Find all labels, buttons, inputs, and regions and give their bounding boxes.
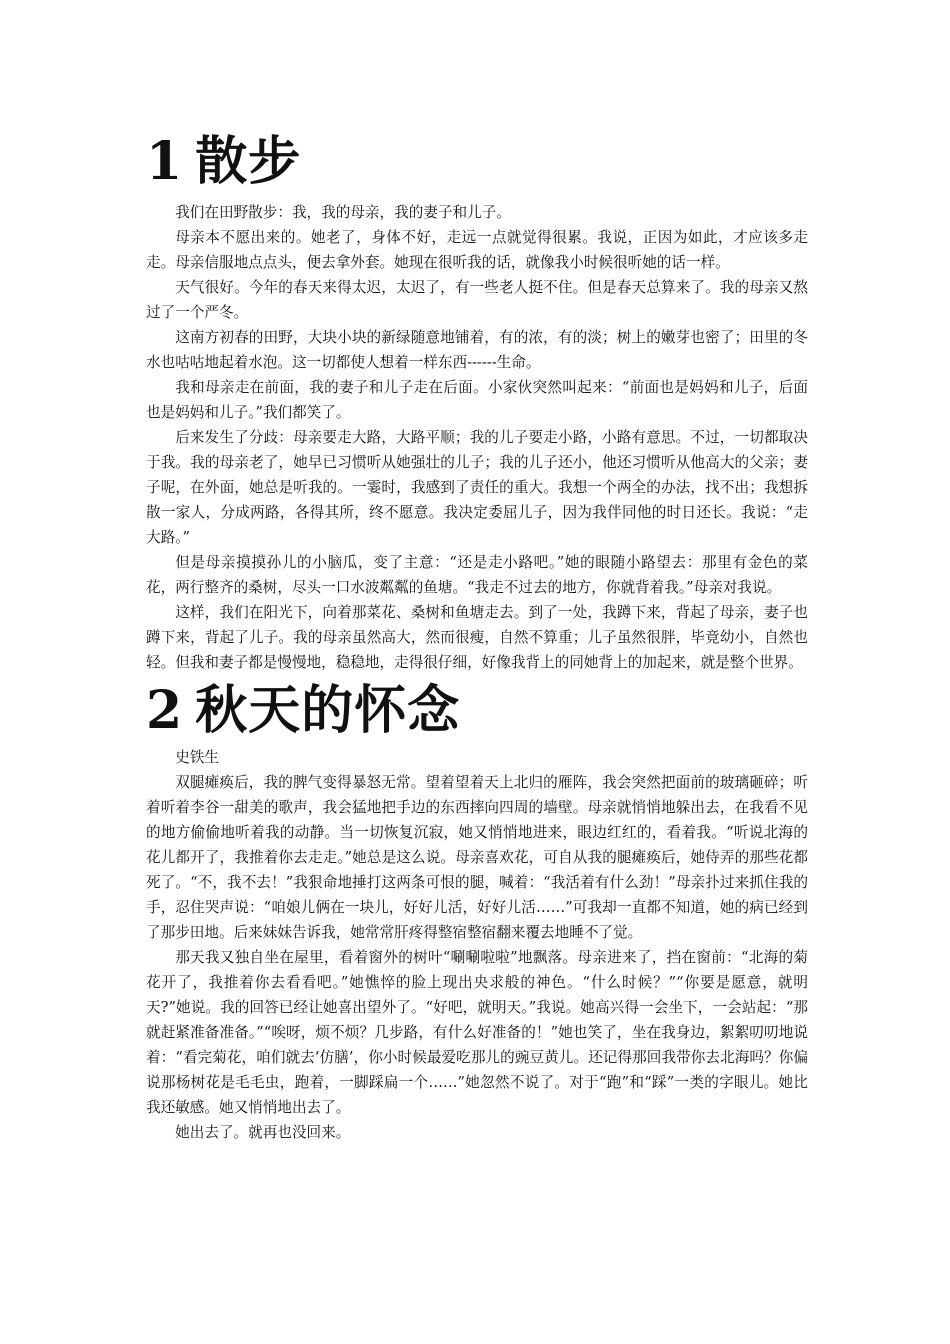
section-title-text: 秋天的怀念 <box>195 680 461 741</box>
author-name: 史铁生 <box>175 749 219 766</box>
section-1 <box>146 128 808 675</box>
paragraph: 我们在田野散步：我，我的母亲，我的妻子和儿子。 <box>175 204 511 221</box>
section-title <box>146 677 808 745</box>
section-2 <box>146 677 808 1145</box>
paragraph: 后来发生了分歧：母亲要走大路，大路平顺；我的儿子要走小路，小路有意思。不过，一切都取决于我。我的母亲老了，她早已习惯听从她强壮的儿子；我的儿子还小，他还习惯听从他高大的父亲；妻子呢，在外面，她总是听我的。一霎时，我感到了责任的重大。我想一个两全的办法，找不出；我想拆散一家人，分成两路，各得其所，终不愿意。我决定委屈儿子，因为我伴同他的时日还长。我说：“走大路。” <box>146 429 808 546</box>
paragraph: 这样，我们在阳光下，向着那菜花、桑树和鱼塘走去。到了一处，我蹲下来，背起了母亲，妻子也蹲下来，背起了儿子。我的母亲虽然高大，然而很瘦，自然不算重；儿子虽然很胖，毕竟幼小，自然也轻。但我和妻子都是慢慢地，稳稳地，走得很仔细，好像我背上的同她背上的加起来，就是整个世界。 <box>146 604 808 671</box>
section-number: 1 <box>146 131 184 192</box>
paragraph: 母亲本不愿出来的。她老了，身体不好，走远一点就觉得很累。我说，正因为如此，才应该多走走。母亲信服地点点头，便去拿外套。她现在很听我的话，就像我小时候很听她的话一样。 <box>146 229 808 271</box>
section-title-text: 散步 <box>195 131 302 192</box>
section-number: 2 <box>146 680 184 741</box>
document-page <box>146 128 808 1145</box>
paragraph: 天气很好。今年的春天来得太迟，太迟了，有一些老人挺不住。但是春天总算来了。我的母亲又熬过了一个严冬。 <box>146 279 808 321</box>
paragraph: 但是母亲摸摸孙儿的小脑瓜，变了主意：“还是走小路吧。”她的眼随小路望去：那里有金色的菜花，两行整齐的桑树，尽头一口水波粼粼的鱼塘。“我走不过去的地方，你就背着我。”母亲对我说。 <box>146 554 808 596</box>
paragraph: 双腿瘫痪后，我的脾气变得暴怒无常。望着望着天上北归的雁阵，我会突然把面前的玻璃砸碎；听着听着李谷一甜美的歌声，我会猛地把手边的东西摔向四周的墙壁。母亲就悄悄地躲出去，在我看不见的地方偷偷地听着我的动静。当一切恢复沉寂，她又悄悄地进来，眼边红红的，看着我。“听说北海的花儿都开了，我推着你去走走。”她总是这么说。母亲喜欢花，可自从我的腿瘫痪后，她侍弄的那些花都死了。“不，我不去！”我狠命地捶打这两条可恨的腿，喊着：“我活着有什么劲！”母亲扑过来抓住我的手，忍住哭声说：“咱娘儿俩在一块儿，好好儿活，好好儿活……”可我却一直都不知道，她的病已经到了那步田地。后来妹妹告诉我，她常常肝疼得整宿整宿翻来覆去地睡不了觉。 <box>146 774 808 941</box>
paragraph: 这南方初春的田野，大块小块的新绿随意地铺着，有的浓，有的淡；树上的嫩芽也密了；田里的冬水也咕咕地起着水泡。这一切都使人想着一样东西------生命。 <box>146 329 808 371</box>
paragraph: 那天我又独自坐在屋里，看着窗外的树叶“唰唰啦啦”地飘落。母亲进来了，挡在窗前：“北海的菊花开了，我推着你去看看吧。”她憔悴的脸上现出央求般的神色。“什么时候？”“你要是愿意，就明天?”她说。我的回答已经让她喜出望外了。“好吧，就明天。”我说。她高兴得一会坐下，一会站起：“那就赶紧准备准备。”“唉呀，烦不烦？几步路，有什么好准备的！”她也笑了，坐在我身边，絮絮叨叨地说着：“看完菊花，咱们就去‘仿膳’，你小时候最爱吃那儿的豌豆黄儿。还记得那回我带你去北海吗？你偏说那杨树花是毛毛虫，跑着，一脚踩扁一个……”她忽然不说了。对于“跑”和“踩”一类的字眼儿。她比我还敏感。她又悄悄地出去了。 <box>146 949 808 1116</box>
section-title <box>146 128 808 196</box>
paragraph: 她出去了。就再也没回来。 <box>175 1124 351 1141</box>
paragraph: 我和母亲走在前面，我的妻子和儿子走在后面。小家伙突然叫起来：“前面也是妈妈和儿子，后面也是妈妈和儿子。”我们都笑了。 <box>146 379 808 421</box>
